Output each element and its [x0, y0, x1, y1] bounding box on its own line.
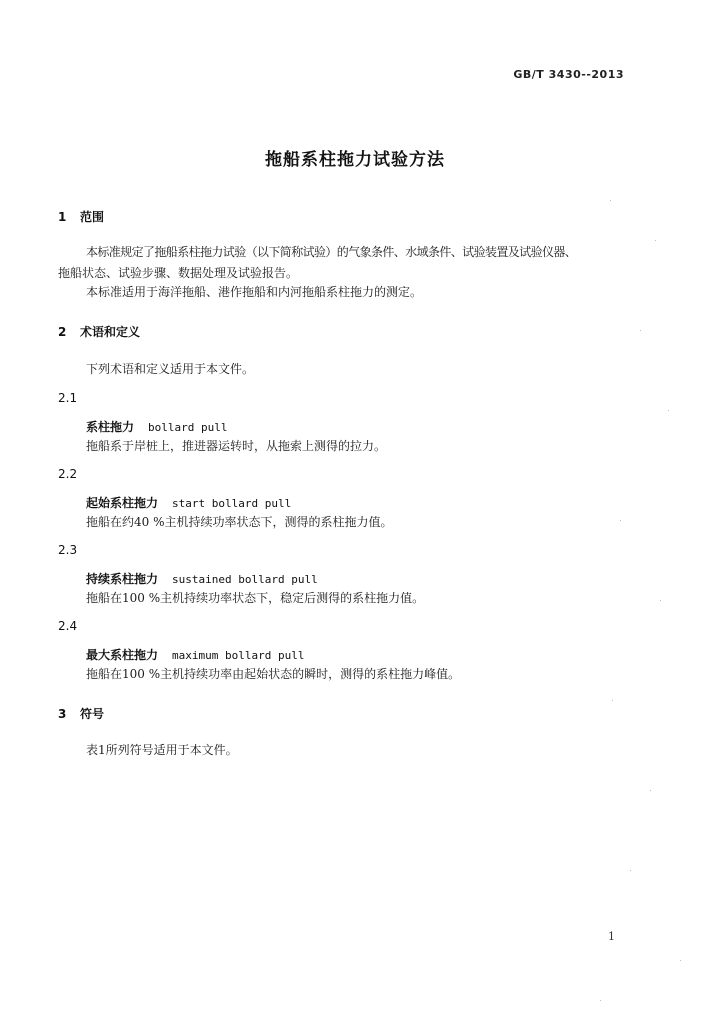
section-number: 3 — [58, 707, 67, 721]
term-entry — [86, 418, 228, 435]
term-zh: 持续系柱拖力 — [86, 572, 159, 586]
section-2-heading — [58, 323, 140, 340]
term-definition: 拖船系于岸桩上，推进器运转时，从拖索上测得的拉力。 — [86, 439, 387, 453]
term-zh: 起始系柱拖力 — [86, 496, 159, 510]
term-number: 2.4 — [58, 619, 78, 633]
section-1-heading — [58, 208, 104, 225]
term-en: start bollard pull — [172, 497, 292, 510]
term-definition: 拖船在约40 %主机持续功率状态下，测得的系柱拖力值。 — [86, 515, 393, 529]
term-definition: 拖船在100 %主机持续功率状态下，稳定后测得的系柱拖力值。 — [86, 591, 425, 605]
term-zh: 系柱拖力 — [86, 420, 135, 434]
section-title: 术语和定义 — [80, 325, 141, 339]
term-definition: 拖船在100 %主机持续功率由起始状态的瞬时，测得的系柱拖力峰值。 — [86, 667, 461, 681]
document-title: 拖船系柱拖力试验方法 — [265, 150, 445, 170]
page-number: 1 — [608, 930, 615, 943]
standard-number: GB/T 3430--2013 — [513, 68, 624, 81]
scope-paragraph-2: 本标准适用于海洋拖船、港作拖船和内河拖船系柱拖力的测定。 — [86, 285, 423, 299]
section-number: 2 — [58, 325, 67, 339]
scope-paragraph-line-1: 本标准规定了拖船系柱拖力试验（以下简称试验）的气象条件、水域条件、试验装置及试验仪器、 — [86, 245, 577, 259]
section-title: 范围 — [80, 210, 105, 224]
term-en: bollard pull — [148, 421, 228, 434]
term-zh: 最大系柱拖力 — [86, 648, 159, 662]
term-en: sustained bollard pull — [172, 573, 318, 586]
term-number: 2.1 — [58, 391, 78, 405]
terms-intro: 下列术语和定义适用于本文件。 — [86, 362, 255, 376]
section-title: 符号 — [80, 707, 105, 721]
term-entry — [86, 494, 291, 511]
section-3-heading — [58, 705, 104, 722]
symbols-text: 表1所列符号适用于本文件。 — [86, 743, 238, 757]
section-number: 1 — [58, 210, 67, 224]
scope-paragraph-line-2: 拖船状态、试验步骤、数据处理及试验报告。 — [58, 266, 299, 280]
term-entry — [86, 570, 318, 587]
term-number: 2.3 — [58, 543, 78, 557]
term-number: 2.2 — [58, 467, 78, 481]
term-en: maximum bollard pull — [172, 649, 305, 662]
term-entry — [86, 646, 304, 663]
